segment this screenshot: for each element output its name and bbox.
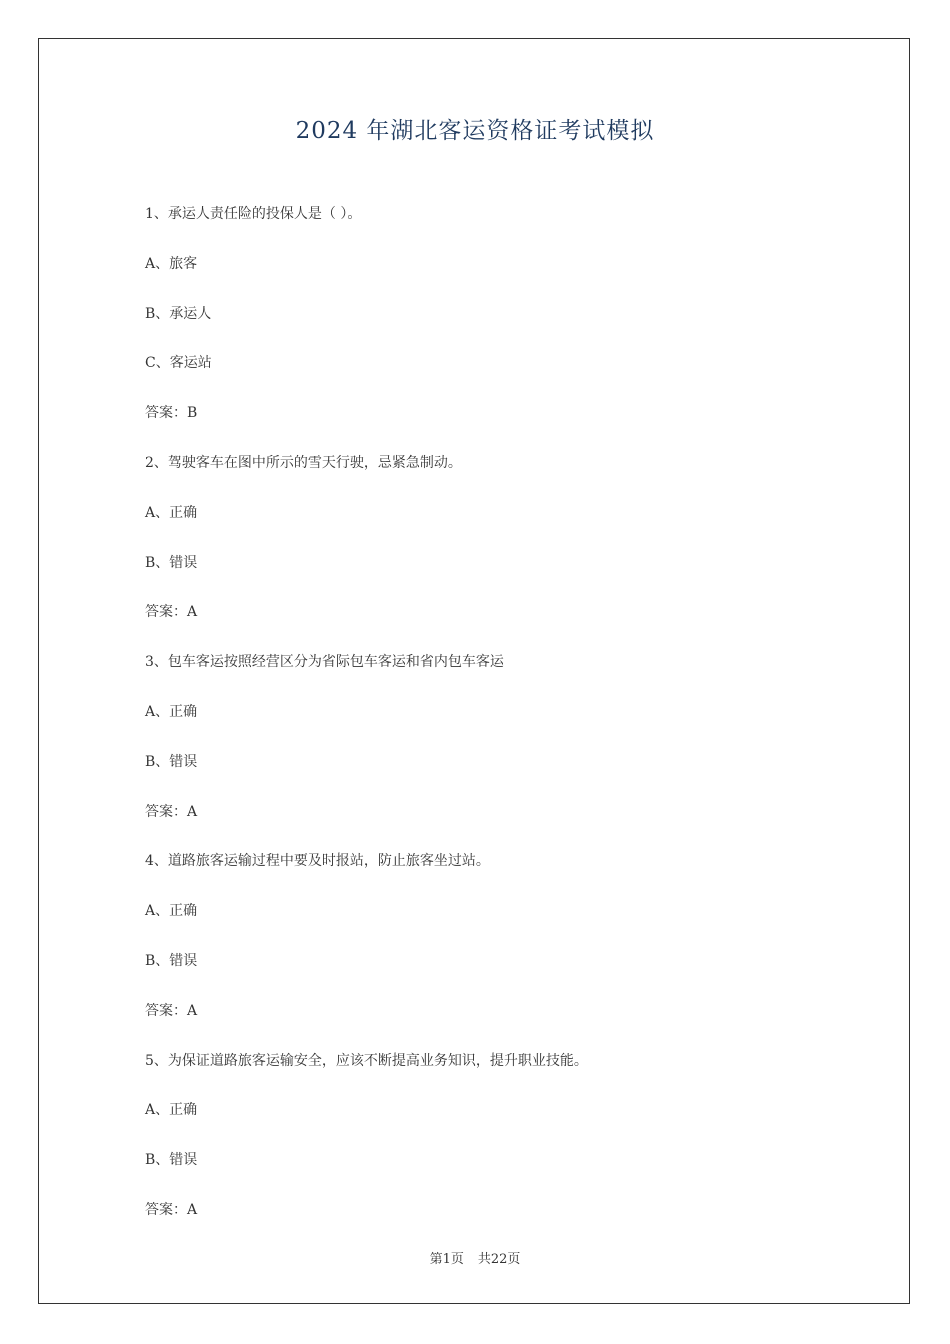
question-stem: 4、道路旅客运输过程中要及时报站，防止旅客坐过站。 (145, 853, 490, 870)
question-answer: 答案：A (145, 1201, 198, 1218)
question-option: A、正确 (145, 504, 198, 521)
question-option: B、错误 (145, 753, 198, 770)
question-option: B、错误 (145, 554, 198, 571)
question-option: B、错误 (145, 1152, 198, 1169)
question-stem: 2、驾驶客车在图中所示的雪天行驶，忌紧急制动。 (145, 454, 462, 471)
question-option: A、正确 (145, 1102, 198, 1119)
question-answer: 答案：A (145, 1002, 198, 1019)
question-stem: 5、为保证道路旅客运输安全，应该不断提高业务知识，提升职业技能。 (145, 1052, 588, 1069)
page-total: 共22页 (477, 1252, 521, 1267)
question-option: A、旅客 (145, 255, 198, 272)
question-option: A、正确 (145, 903, 198, 920)
page-footer (0, 1248, 950, 1267)
question-option: A、正确 (145, 703, 198, 720)
page-number: 第1页 (429, 1252, 464, 1267)
question-stem: 3、包车客运按照经营区分为省际包车客运和省内包车客运 (145, 654, 504, 671)
question-answer: 答案：B (145, 405, 198, 422)
question-answer: 答案：A (145, 604, 198, 621)
question-stem: 1、承运人责任险的投保人是（ ）。 (145, 206, 362, 222)
question-list (145, 202, 845, 1248)
question-option: B、错误 (145, 952, 198, 969)
document-title: 2024 年湖北客运资格证考试模拟 (295, 118, 655, 144)
question-option: B、承运人 (145, 305, 212, 322)
question-answer: 答案：A (145, 803, 198, 820)
question-option: C、客运站 (145, 355, 212, 372)
